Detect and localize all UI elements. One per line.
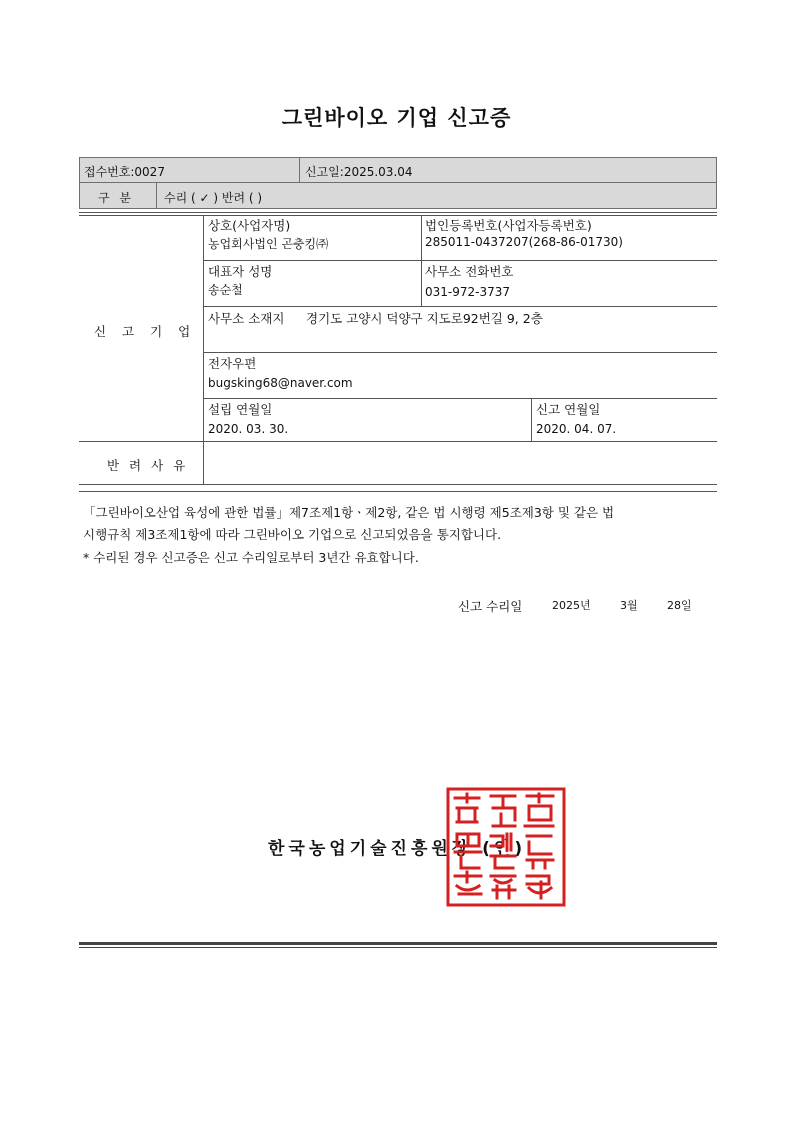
company-section-label: 신 고 기 업	[94, 324, 197, 339]
phone: 031-972-3737	[425, 285, 511, 299]
founded-date: 2020. 03. 30.	[208, 422, 289, 436]
reg-no: 285011-0437207(268-86-01730)	[425, 235, 623, 249]
trade-name: 농업회사법인 곤충킹㈜	[208, 237, 329, 251]
official-seal-icon	[445, 786, 567, 908]
validity-note: * 수리된 경우 신고증은 신고 수리일로부터 3년간 유효합니다.	[83, 550, 419, 565]
founded-label: 설립 연월일	[208, 402, 273, 417]
email: bugsking68@naver.com	[208, 376, 353, 390]
trade-name-label: 상호(사업자명)	[208, 218, 291, 233]
representative-label: 대표자 성명	[208, 264, 273, 279]
acceptance-label: 신고 수리일	[458, 599, 523, 614]
rejection-label: 반 려 사 유	[107, 458, 189, 473]
acceptance-year: 2025년	[552, 599, 591, 612]
acceptance-day: 28일	[667, 599, 692, 612]
page-title: 그린바이오 기업 신고증	[281, 106, 512, 130]
issuer-name: 한국농업기술진흥원장 (인)	[268, 839, 527, 859]
category-value: 수리 ( ✓ ) 반려 ( )	[164, 191, 263, 205]
address: 경기도 고양시 덕양구 지도로92번길 9, 2층	[306, 311, 543, 326]
receipt-number: 접수번호:0027	[84, 165, 165, 179]
email-label: 전자우편	[208, 356, 257, 371]
reg-no-label: 법인등록번호(사업자등록번호)	[425, 218, 592, 233]
notice-line-1: 「그린바이오산업 육성에 관한 법률」제7조제1항ㆍ제2항, 같은 법 시행령 제5조제3항 및 같은 법	[83, 505, 615, 520]
representative-name: 송순철	[208, 283, 243, 297]
acceptance-month: 3월	[620, 599, 638, 612]
reported-label: 신고 연월일	[536, 402, 601, 417]
phone-label: 사무소 전화번호	[425, 264, 514, 279]
address-label: 사무소 소재지	[208, 311, 285, 326]
footer-rule	[79, 942, 717, 945]
category-label: 구 분	[98, 191, 134, 205]
report-date: 신고일:2025.03.04	[305, 165, 413, 179]
notice-line-2: 시행규칙 제3조제1항에 따라 그린바이오 기업으로 신고되었음을 통지합니다.	[83, 527, 502, 542]
reported-date: 2020. 04. 07.	[536, 422, 617, 436]
